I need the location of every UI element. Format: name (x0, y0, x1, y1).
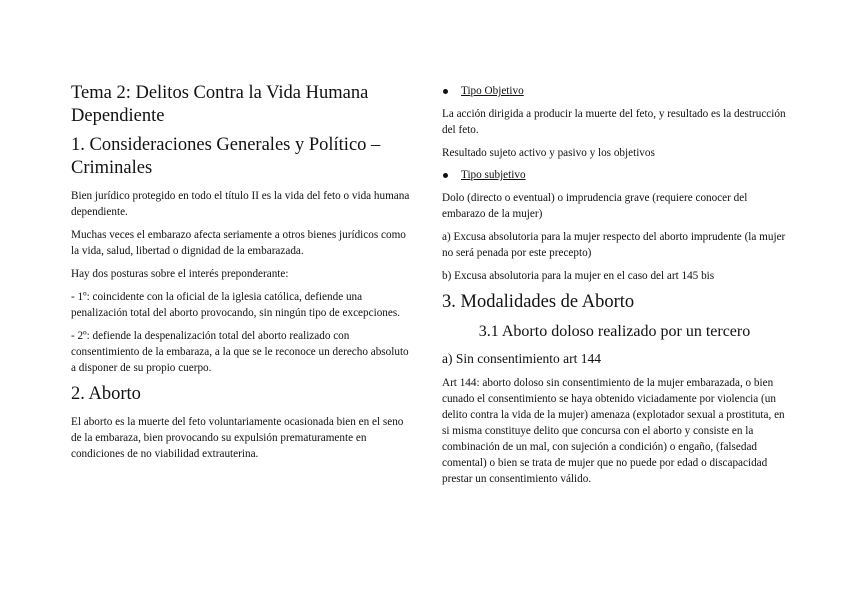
bullet-item (442, 84, 787, 99)
right-column (442, 84, 787, 494)
subsection-3-1-heading: 3.1 Aborto doloso realizado por un tercero (478, 323, 751, 340)
paragraph: El aborto es la muerte del feto voluntariamente ocasionada bien en el seno de la embaraza, bien provocando su expulsión prematuramente en condiciones de no viabilidad extrauterina. (71, 416, 404, 460)
section-2-heading: 2. Aborto (71, 384, 141, 404)
bullet-dot-icon (443, 89, 448, 94)
paragraph: Muchas veces el embarazo afecta seriamente a otros bienes jurídicos como la vida, salud, libertad o dignidad de la embarazada. (71, 229, 406, 257)
paragraph: Resultado sujeto activo y pasivo y los objetivos (442, 147, 655, 159)
bullet-label: Tipo subjetivo (461, 169, 526, 181)
paragraph: Bien jurídico protegido en todo el título II es la vida del feto o vida humana dependiente. (71, 190, 410, 218)
document-title: Tema 2: Delitos Contra la Vida Humana Dependiente (71, 83, 369, 126)
paragraph: a) Excusa absolutoria para la mujer respecto del aborto imprudente (la mujer no será penada por este precepto) (442, 231, 786, 259)
bullet-item (442, 168, 787, 183)
subsection-a-heading: a) Sin consentimiento art 144 (442, 351, 601, 366)
paragraph: - 2º: defiende la despenalización total del aborto realizado con consentimiento de la embaraza, a la que se le reconoce un derecho absoluto a disponer de su propio cuerpo. (71, 330, 409, 374)
paragraph: - 1º: coincidente con la oficial de la iglesia católica, defiende una penalización total del aborto provocando, sin ningún tipo de excepciones. (71, 291, 400, 319)
bullet-dot-icon (443, 173, 448, 178)
left-column (71, 82, 411, 469)
paragraph: b) Excusa absolutoria para la mujer en el caso del art 145 bis (442, 270, 715, 282)
paragraph: La acción dirigida a producir la muerte del feto, y resultado es la destrucción del feto. (442, 108, 786, 136)
section-1-heading: 1. Consideraciones Generales y Político – Criminales (71, 135, 381, 178)
paragraph: Art 144: aborto doloso sin consentimiento de la mujer embarazada, o bien cunado el consentimiento se haya obtenido viciadamente por violencia (un delito contra la vida de la mujer) amenaza (explotador sexual a prostituta, en si misma constituye delito que concursa con el aborto y consiste en la combinación de un mal, con sujeción a condición) o engaño, (falsedad comental) o bien se trata de mujer que no puede por edad o discapacidad prestar un consentimiento válido. (442, 377, 785, 485)
paragraph: Hay dos posturas sobre el interés preponderante: (71, 268, 289, 280)
section-3-heading: 3. Modalidades de Aborto (442, 292, 635, 312)
paragraph: Dolo (directo o eventual) o imprudencia grave (requiere conocer del embarazo de la mujer) (442, 192, 748, 220)
bullet-label: Tipo Objetivo (461, 85, 524, 97)
